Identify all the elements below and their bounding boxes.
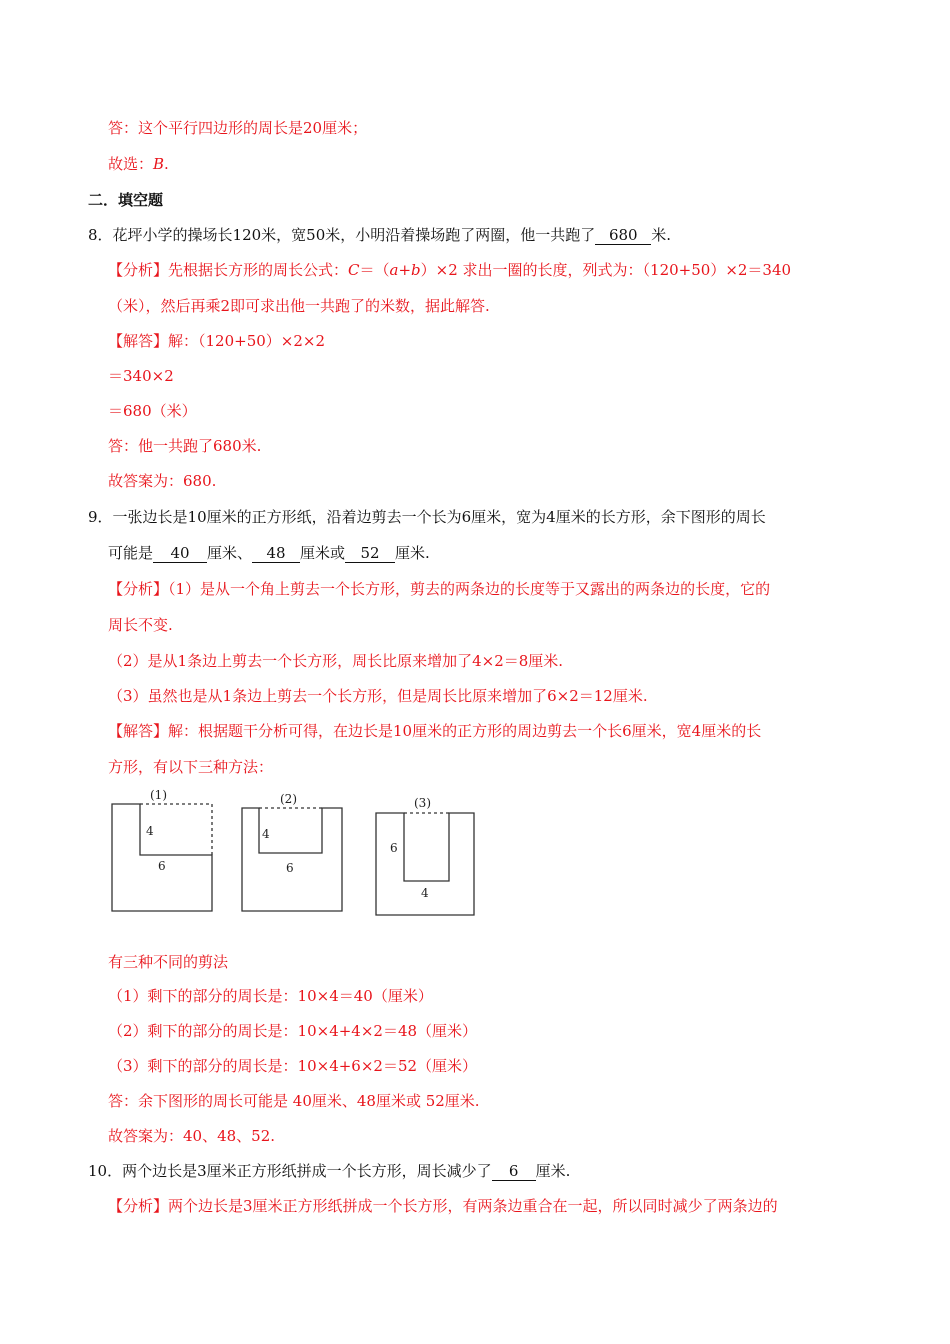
q8-analysis-eq: ＝（ (359, 261, 390, 279)
q8-analysis-line-1 (108, 260, 791, 280)
fig3-label: (3) (414, 796, 431, 810)
q9-analysis-1: （1）是从一个角上剪去一个长方形，剪去的两条边的长度等于又露出的两条边的长度，它的 (168, 580, 771, 598)
fig1-width-label: 4 (146, 824, 154, 838)
q8-analysis-c: C (348, 261, 360, 279)
q8-analysis-line-2: （米），然后再乘2即可求出他一共跑了的米数，据此解答. (108, 297, 490, 315)
q9-stem-2a: 可能是 (108, 544, 154, 562)
fig2-width-label: 4 (262, 827, 270, 841)
q8-analysis-1b: ）×2 求出一圈的长度，列式为：（120+50）×2＝340 (420, 261, 792, 279)
q8-solution-line-1 (108, 331, 325, 351)
q9-analysis-line-2: 周长不变. (108, 616, 173, 634)
fig3-width-label: 4 (421, 886, 429, 900)
q9-stem-1: 一张边长是10厘米的正方形纸，沿着边剪去一个长为6厘米，宽为4厘米的长方形，余下图形的周长 (112, 508, 766, 526)
fig2-length-label: 6 (286, 861, 294, 875)
fig2-shape (242, 808, 342, 911)
q7-choice-prefix: 故选： (108, 155, 154, 173)
q8-blank: 680 (595, 226, 651, 245)
q9-solution-1: 解：根据题干分析可得，在边长是10厘米的正方形的周边剪去一个长6厘米，宽4厘米的长 (168, 722, 762, 740)
q9-stem-2c: 厘米或 (300, 544, 346, 562)
q9-blank-1: 40 (153, 544, 207, 563)
q7-answer: 答：这个平行四边形的周长是20厘米； (108, 119, 368, 137)
q10-analysis-1: 两个边长是3厘米正方形纸拼成一个长方形，有两条边重合在一起，所以同时减少了两条边的 (168, 1197, 778, 1215)
q9-stem-2d: 厘米. (395, 544, 430, 562)
section-title: 二．填空题 (88, 191, 164, 209)
q9-stem-line-1 (88, 507, 766, 527)
q8-solution-tag: 【解答】 (108, 332, 169, 350)
q8-solution-1: 解：（120+50）×2×2 (168, 332, 326, 350)
q9-after-line-1: 有三种不同的剪法 (108, 953, 229, 971)
q9-blank-3: 52 (345, 544, 395, 563)
q9-solution-line-2: 方形，有以下三种方法： (108, 758, 274, 776)
q8-stem-after: 米. (651, 226, 672, 244)
q7-choice-letter: B (153, 155, 165, 173)
q10-stem (88, 1161, 570, 1181)
q9-stem-2b: 厘米、 (207, 544, 253, 562)
q10-analysis-line-1 (108, 1196, 778, 1216)
q8-stem (88, 225, 671, 245)
q7-choice-suffix: . (164, 155, 169, 173)
cut-methods-figure (104, 783, 484, 923)
fig3-length-label: 6 (390, 841, 398, 855)
q7-choice (108, 154, 169, 174)
q9-analysis-line-1 (108, 579, 770, 599)
q8-solution-line-3: ＝680（米） (108, 402, 197, 420)
q9-after-line-4: （3）剩下的部分的周长是：10×4+6×2＝52（厘米） (108, 1057, 478, 1075)
q9-after-line-5: 答：余下图形的周长可能是 40厘米、48厘米或 52厘米. (108, 1092, 480, 1110)
q10-stem-before: 两个边长是3厘米正方形纸拼成一个长方形，周长减少了 (122, 1162, 492, 1180)
q8-solution-line-2: ＝340×2 (108, 367, 174, 385)
fig2-label: (2) (280, 792, 297, 806)
q9-after-line-2: （1）剩下的部分的周长是：10×4＝40（厘米） (108, 987, 433, 1005)
q9-analysis-line-4: （3）虽然也是从1条边上剪去一个长方形，但是周长比原来增加了6×2＝12厘米. (108, 687, 648, 705)
q8-number: 8． (88, 226, 113, 244)
fig1-length-label: 6 (158, 859, 166, 873)
q9-number: 9． (88, 508, 113, 526)
q9-blank-2: 48 (252, 544, 300, 563)
q9-analysis-line-3: （2）是从1条边上剪去一个长方形，周长比原来增加了4×2＝8厘米. (108, 652, 564, 670)
q8-analysis-ab: a+b (389, 261, 421, 279)
q9-after-line-6: 故答案为：40、48、52. (108, 1127, 276, 1145)
q9-stem-line-2 (108, 543, 430, 563)
q8-solution-line-5: 故答案为：680. (108, 472, 217, 490)
fig1-label: (1) (150, 788, 167, 802)
q9-solution-line-1 (108, 721, 761, 741)
q8-stem-before: 花坪小学的操场长120米，宽50米，小明沿着操场跑了两圈，他一共跑了 (112, 226, 596, 244)
q10-stem-after: 厘米. (535, 1162, 571, 1180)
q8-analysis-1a: 先根据长方形的周长公式： (168, 261, 349, 279)
q9-analysis-tag: 【分析】 (108, 580, 169, 598)
q8-analysis-tag: 【分析】 (108, 261, 169, 279)
q10-blank: 6 (492, 1162, 536, 1181)
q9-after-line-3: （2）剩下的部分的周长是：10×4+4×2＝48（厘米） (108, 1022, 478, 1040)
q9-solution-tag: 【解答】 (108, 722, 169, 740)
q10-number: 10． (88, 1162, 123, 1180)
fig1-shape (112, 804, 212, 911)
q8-solution-line-4: 答：他一共跑了680米. (108, 437, 262, 455)
q10-analysis-tag: 【分析】 (108, 1197, 169, 1215)
